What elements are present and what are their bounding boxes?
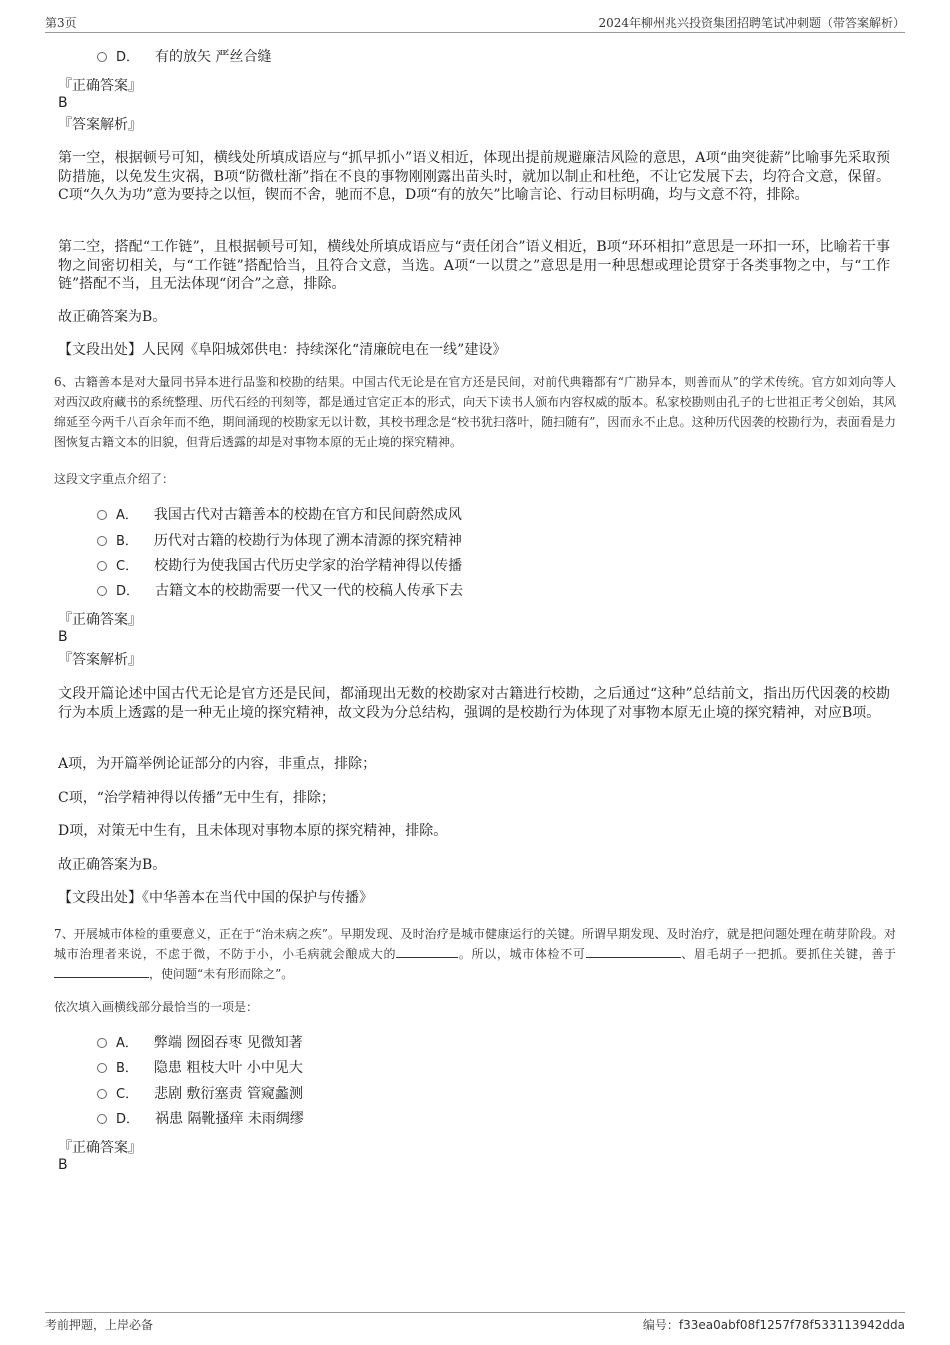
radio-icon[interactable] <box>97 1038 107 1048</box>
option-key: D． <box>116 584 140 599</box>
footer-slogan: 考前押题，上岸必备 <box>45 1318 154 1332</box>
q7-option-d[interactable] <box>97 1110 304 1129</box>
q6-answer: B <box>58 629 68 645</box>
q7-stem <box>54 924 896 984</box>
code-value: f33ea0abf08f1257f78f533113942dda <box>678 1318 905 1332</box>
page-header <box>45 12 905 33</box>
option-key: D． <box>116 1112 140 1127</box>
radio-icon[interactable] <box>97 536 107 546</box>
q7-stem-part1: 7、开展城市体检的重要意义，正在于“治未病之疾”。早期发现、及时治疗是城市健康运行的关键。所谓早期发现、及时治疗，就是把问题处理在萌芽阶段。对城市治理者来说，不虑于微，不防于小，小毛病就会酿成大的 <box>54 927 896 961</box>
code-label: 编号： <box>642 1318 679 1332</box>
page-number: 第3页 <box>45 16 77 30</box>
q7-option-b[interactable] <box>97 1059 303 1078</box>
q7-stem-part4: ，使问题“未有形而除之”。 <box>149 967 294 981</box>
radio-icon[interactable] <box>97 561 107 571</box>
option-key: C． <box>116 1087 139 1102</box>
q5-analysis-p2: 第二空，搭配“工作链”，且根据顿号可知，横线处所填成语应与“责任闭合”语义相近，B项“环环相扣”意思是一环扣一环，比喻若干事物之间密切相关，与“工作链”搭配恰当，且符合文意，当选。A项“一以贯之”意思是用一种思想或理论贯穿于各类事物之中，与“工作链”搭配不当，且无法体现“闭合”之意，排除。 <box>58 239 890 292</box>
q5-answer-label: 『正确答案』 <box>58 78 142 94</box>
q6-option-a[interactable] <box>97 506 462 525</box>
radio-icon[interactable] <box>97 586 107 596</box>
q6-analysis-label: 『答案解析』 <box>58 652 142 668</box>
q6-analysis-p2: A项，为开篇举例论证部分的内容，非重点，排除； <box>58 756 377 772</box>
q6-conclusion: 故正确答案为B。 <box>58 857 167 873</box>
option-key: A． <box>116 1036 138 1051</box>
option-text: 悲剧 敷衍塞责 管窥蠡测 <box>154 1086 303 1102</box>
option-text: 隐患 粗枝大叶 小中见大 <box>153 1060 303 1076</box>
q6-prompt: 这段文字重点介绍了： <box>54 472 175 486</box>
q7-blank-1 <box>396 945 458 958</box>
q7-answer: B <box>58 1157 68 1173</box>
option-text: 校勘行为使我国古代历史学家的治学精神得以传播 <box>154 558 463 574</box>
q5-conclusion: 故正确答案为B。 <box>58 309 167 325</box>
q5-answer: B <box>58 95 68 111</box>
option-text: 古籍文本的校勘需要一代又一代的校稿人传承下去 <box>155 583 464 599</box>
q7-stem-part2: 。所以，城市体检不可 <box>458 947 586 961</box>
q7-option-a[interactable] <box>97 1034 303 1053</box>
document-code <box>643 1316 905 1333</box>
option-key: C． <box>116 559 139 574</box>
q7-answer-label: 『正确答案』 <box>58 1140 142 1156</box>
q6-analysis-p3: C项，“治学精神得以传播”无中生有，排除； <box>58 790 336 806</box>
option-text: 弊端 囫囵吞枣 见微知著 <box>153 1035 303 1051</box>
option-text: 我国古代对古籍善本的校勘在官方和民间蔚然成风 <box>153 507 462 523</box>
q7-blank-3 <box>54 965 149 978</box>
option-key: B． <box>116 534 138 549</box>
q5-analysis-p1: 第一空，根据顿号可知，横线处所填成语应与“抓早抓小”语义相近，体现出提前规避廉洁风险的意思，A项“曲突徙薪”比喻事先采取预防措施，以免发生灾祸，B项“防微杜渐”指在不良的事物刚刚露出苗头时，就加以制止和杜绝，不让它发展下去，均符合文意，保留。C项“久久为功”意为要持之以恒，锲而不舍，驰而不息，D项“有的放矢”比喻言论、行动目标明确，均与文意不符，排除。 <box>58 150 890 203</box>
option-text: 祸患 隔靴搔痒 未雨绸缪 <box>155 1111 304 1127</box>
option-key: B． <box>116 1061 138 1076</box>
page-footer <box>45 1312 905 1335</box>
radio-icon[interactable] <box>97 52 107 62</box>
q7-stem-part3: 、眉毛胡子一把抓。要抓住关键，善于 <box>680 947 896 961</box>
q6-analysis-p1: 文段开篇论述中国古代无论是官方还是民间，都涌现出无数的校勘家对古籍进行校勘，之后通过“这种”总结前文，指出历代因袭的校勘行为本质上透露的是一种无止境的探究精神，故文段为分总结构，强调的是校勘行为体现了对事物本原无止境的探究精神，对应B项。 <box>58 686 890 721</box>
radio-icon[interactable] <box>97 1089 107 1099</box>
radio-icon[interactable] <box>97 510 107 520</box>
q5-source: 【文段出处】人民网《阜阳城郊供电：持续深化“清廉皖电在一线”建设》 <box>58 342 507 358</box>
q6-option-b[interactable] <box>97 532 462 551</box>
option-text: 历代对古籍的校勘行为体现了溯本清源的探究精神 <box>153 533 462 549</box>
option-text: 有的放矢 严丝合缝 <box>155 49 272 65</box>
radio-icon[interactable] <box>97 1114 107 1124</box>
q5-analysis-label: 『答案解析』 <box>58 117 142 133</box>
q7-option-c[interactable] <box>97 1085 303 1104</box>
option-key: D． <box>116 50 140 65</box>
document-title: 2024年柳州兆兴投资集团招聘笔试冲刺题（带答案解析） <box>598 16 905 30</box>
q7-prompt: 依次填入画横线部分最恰当的一项是： <box>54 1000 259 1014</box>
q5-option-d[interactable] <box>97 48 271 67</box>
q6-source: 【文段出处】《中华善本在当代中国的保护与传播》 <box>58 890 373 906</box>
q6-answer-label: 『正确答案』 <box>58 612 142 628</box>
q6-stem: 6、古籍善本是对大量同书异本进行品鉴和校勘的结果。中国古代无论是在官方还是民间，对前代典籍都有“广勘异本，则善而从”的学术传统。官方如刘向等人对西汉政府藏书的系统整理、历代石经的刊刻等，都是通过官定正本的形式，向天下读书人颁布内容权威的版本。私家校勘则由孔子的七世祖正考父创始，其风绵延至今两千八百余年而不绝，期间涌现的校勘家无以计数，其校书理念是“校书犹扫落叶，随扫随有”，因而永不止息。这种历代因袭的校勘行为，表面看是力图恢复古籍文本的旧貌，但背后透露的却是对事物本原的无止境的探究精神。 <box>54 375 896 449</box>
q6-analysis-p4: D项，对策无中生有，且未体现对事物本原的探究精神，排除。 <box>58 823 448 839</box>
radio-icon[interactable] <box>97 1063 107 1073</box>
q6-option-c[interactable] <box>97 557 462 576</box>
option-key: A． <box>116 508 138 523</box>
q6-option-d[interactable] <box>97 582 463 601</box>
q7-blank-2 <box>586 945 681 958</box>
